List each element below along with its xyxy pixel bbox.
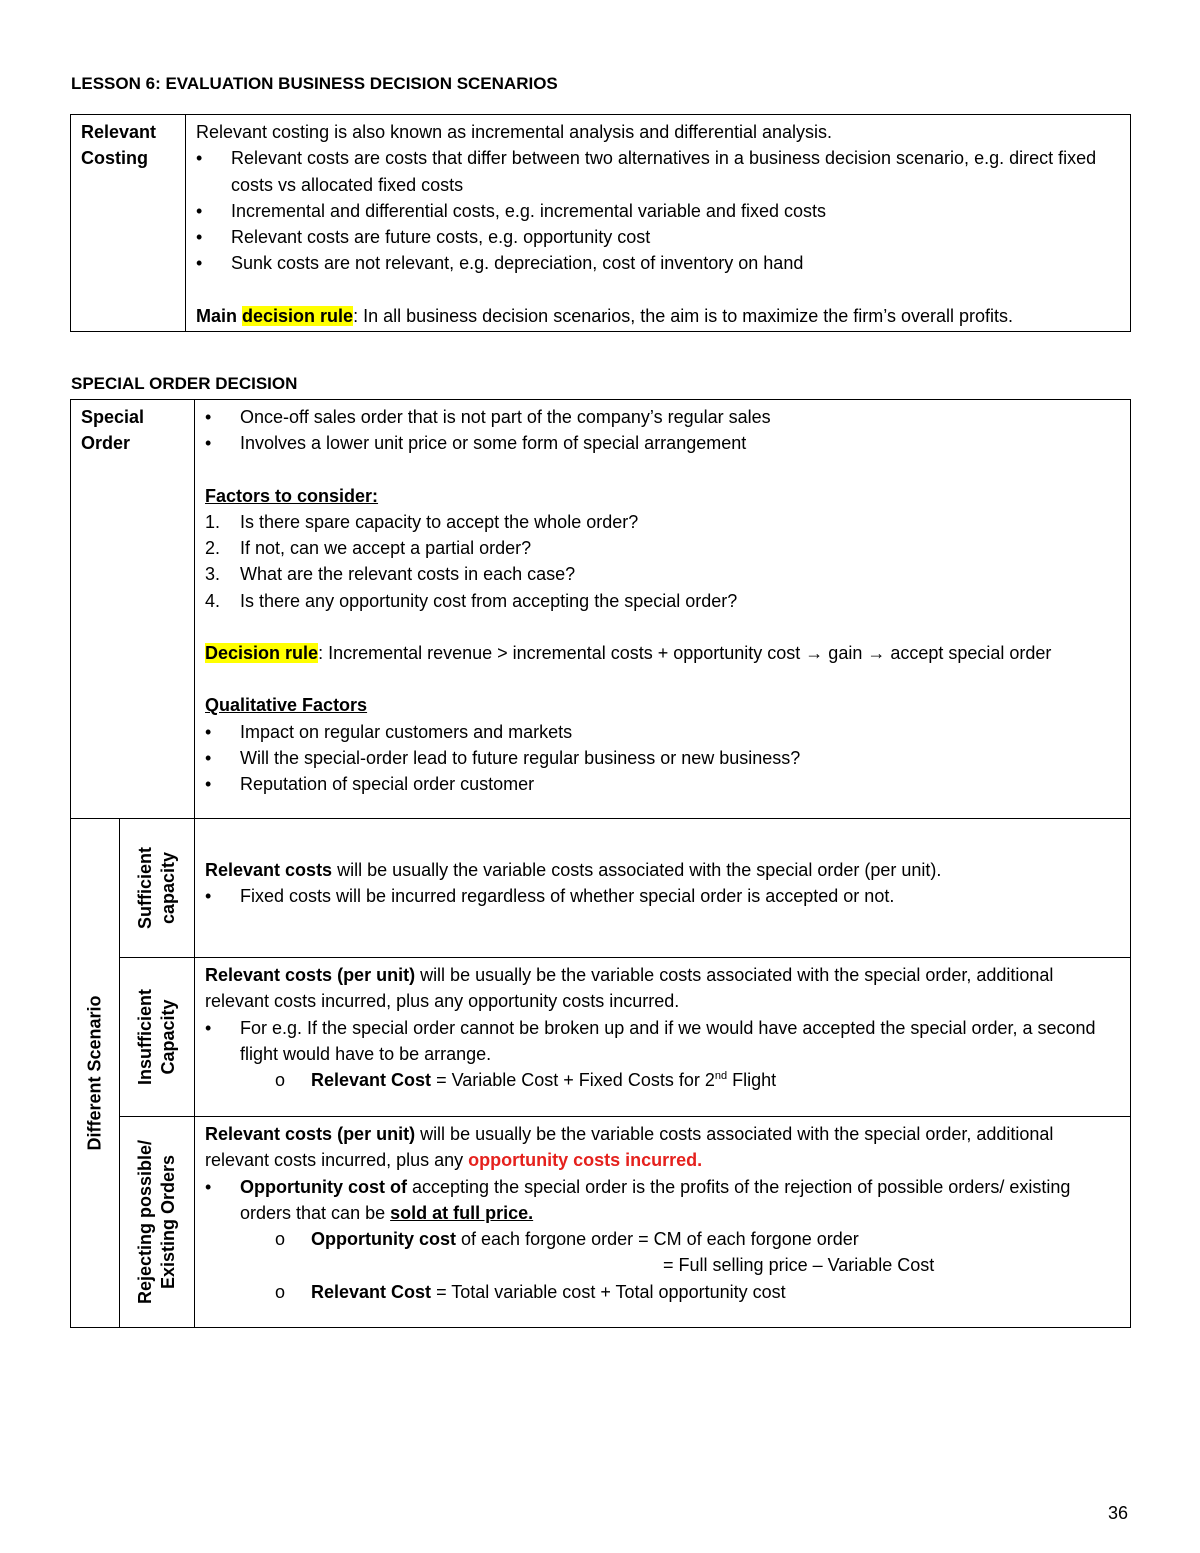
list-item: • Reputation of special order customer <box>205 771 1120 797</box>
sub-list-item: o Opportunity cost of each forgone order = CM of each forgone order <box>275 1229 859 1250</box>
table-row <box>71 400 1131 819</box>
sufficient-capacity-label: Sufficient capacity <box>120 819 195 958</box>
relevant-costing-bullets <box>196 145 1120 276</box>
list-item: • Incremental and differential costs, e.g. incremental variable and fixed costs <box>196 198 1120 224</box>
list-item: • Opportunity cost of accepting the special order is the profits of the rejection of possible orders/ existing orders that can be sold at full price. <box>205 1174 1120 1227</box>
list-item: • Fixed costs will be incurred regardless of whether special order is accepted or not. <box>205 883 1120 909</box>
red-emphasis: opportunity costs incurred. <box>468 1150 703 1171</box>
sub-list-item: o Relevant Cost = Total variable cost + Total opportunity cost <box>275 1281 786 1302</box>
insufficient-capacity-content: Relevant costs (per unit) will be usually be the variable costs associated with the special order, additional relevant costs incurred, plus any opportunity costs incurred. • For e.g. If the special order cannot be broken up and if we would have accepted the special order, a second flight would have to be arrange. o Relevant Cost = Variable Cost + Fixed Costs for 2nd Flight <box>195 958 1131 1117</box>
list-item: • Relevant costs are future costs, e.g. opportunity cost <box>196 224 1120 250</box>
page-number: 36 <box>1108 1503 1129 1523</box>
table-row <box>71 1117 1131 1328</box>
qualitative-title: Qualitative Factors <box>205 695 368 716</box>
highlighted-text: Decision rule <box>205 643 319 664</box>
qualitative-bullets <box>205 719 1120 798</box>
insufficient-capacity-label: Insufficient Capacity <box>120 958 195 1117</box>
relevant-costing-label: Relevant Costing <box>71 115 186 332</box>
factors-list <box>205 509 1120 614</box>
rejecting-orders-content: Relevant costs (per unit) will be usually be the variable costs associated with the special order, additional relevant costs incurred, plus any opportunity costs incurred. • Opportunity cost of accepting the special order is the profits of the rejection of possible orders/ existing orders that can be sold at full price. o Opportunity cost of each forgone order = CM of each forgone order = Full selling price – Variable Cost o Relevant Cost = Total variable cost + Total opportunity cost <box>195 1117 1131 1328</box>
table-row <box>71 819 1131 958</box>
list-item: • Sunk costs are not relevant, e.g. depreciation, cost of inventory on hand <box>196 250 1120 276</box>
special-order-content <box>195 400 1131 819</box>
table-row <box>71 958 1131 1117</box>
list-item: 1. Is there spare capacity to accept the whole order? <box>205 511 639 532</box>
lesson-title: LESSON 6: EVALUATION BUSINESS DECISION SCENARIOS <box>71 74 558 93</box>
different-scenario-label: Different Scenario <box>71 819 120 1328</box>
list-item: • Relevant costs are costs that differ between two alternatives in a business decision scenario, e.g. direct fixed costs vs allocated fixed costs <box>196 145 1120 198</box>
special-order-table <box>70 399 1131 1328</box>
relevant-costing-table <box>70 114 1131 332</box>
rejecting-orders-label: Rejecting possible/ Existing Orders <box>120 1117 195 1328</box>
sub-list-item: o Relevant Cost = Variable Cost + Fixed Costs for 2nd Flight <box>275 1070 777 1091</box>
main-decision-rule: Main decision rule: In all business decision scenarios, the aim is to maximize the firm’s overall profits. <box>196 305 1014 326</box>
list-item: • Once-off sales order that is not part of the company’s regular sales <box>205 404 1120 430</box>
list-item: • Impact on regular customers and markets <box>205 719 1120 745</box>
decision-rule: Decision rule: Incremental revenue > incremental costs + opportunity cost → gain → accept special order <box>205 643 1052 664</box>
list-item: 2. If not, can we accept a partial order? <box>205 538 532 559</box>
list-item: • Will the special-order lead to future regular business or new business? <box>205 745 1120 771</box>
list-item: 4. Is there any opportunity cost from accepting the special order? <box>205 590 738 611</box>
list-item: 3. What are the relevant costs in each case? <box>205 564 576 585</box>
list-item: • Involves a lower unit price or some form of special arrangement <box>205 430 1120 456</box>
equation-continuation: = Full selling price – Variable Cost <box>663 1255 935 1276</box>
relevant-costing-intro: Relevant costing is also known as incremental analysis and differential analysis. <box>196 122 833 142</box>
list-item: • For e.g. If the special order cannot be broken up and if we would have accepted the special order, a second flight would have to be arrange. <box>205 1015 1120 1068</box>
sufficient-capacity-content: Relevant costs will be usually the variable costs associated with the special order (per unit). • Fixed costs will be incurred regardless of whether special order is accepted or not. <box>195 819 1131 958</box>
factors-title: Factors to consider: <box>205 485 379 506</box>
table-row <box>71 115 1131 332</box>
special-order-label: Special Order <box>71 400 195 819</box>
highlighted-text: decision rule <box>242 305 354 326</box>
special-order-heading: SPECIAL ORDER DECISION <box>71 374 298 393</box>
relevant-costing-content <box>186 115 1131 332</box>
